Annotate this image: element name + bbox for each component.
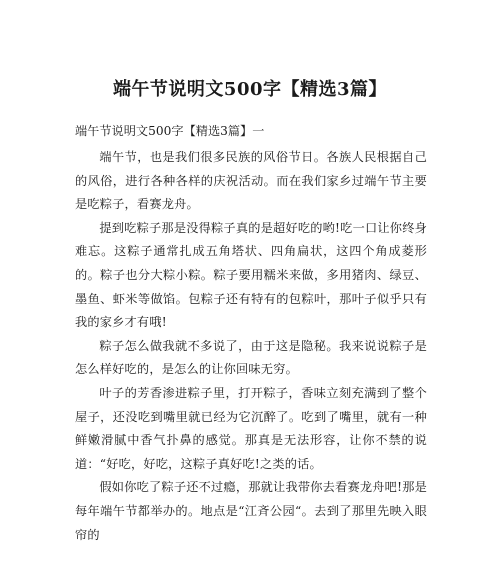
paragraph-1: 端午节，也是我们很多民族的风俗节日。各族人民根据自己的风俗，进行各种各样的庆祝活动。而在我们家乡过端午节主要是吃粽子，看赛龙舟。 (75, 150, 427, 212)
document-title: 端午节说明文500字【精选3篇】 (112, 79, 388, 100)
paragraph-5: 假如你吃了粽子还不过瘾，那就让我带你去看赛龙舟吧!那是每年端午节都举办的。地点是“江斉公园“。去到了那里先映入眼帘的 (75, 480, 427, 542)
paragraph-4: 叶子的芳香渗进粽子里，打开粽子，香味立刻充满到了整个屋子，还没吃到嘴里就已经为它沉醉了。吃到了嘴里，就有一种鲜嫩滑腻中香气扑鼻的感觉。那真是无法形容，让你不禁的说道：“好吃，好吃，这粽子真好吃!之类的话。 (75, 385, 427, 471)
paragraph-2: 提到吃粽子那是没得粽子真的是超好吃的哟!吃一口让你终身难忘。这粽子通常扎成五角塔状、四角扁状，这四个角成菱形的。粽子也分大粽小粽。粽子要用糯米来做，多用猪肉、绿豆、墨鱼、虾米等做馅。包粽子还有特有的包粽叶，那叶子似乎只有我的家乡才有哦! (75, 220, 427, 330)
document-body (75, 122, 427, 547)
section-heading: 端午节说明文500字【精选3篇】一 (75, 124, 265, 138)
paragraph-3: 粽子怎么做我就不多说了，由于这是隐秘。我来说说粽子是怎么样好吃的，是怎么的让你回味无穷。 (75, 338, 427, 377)
